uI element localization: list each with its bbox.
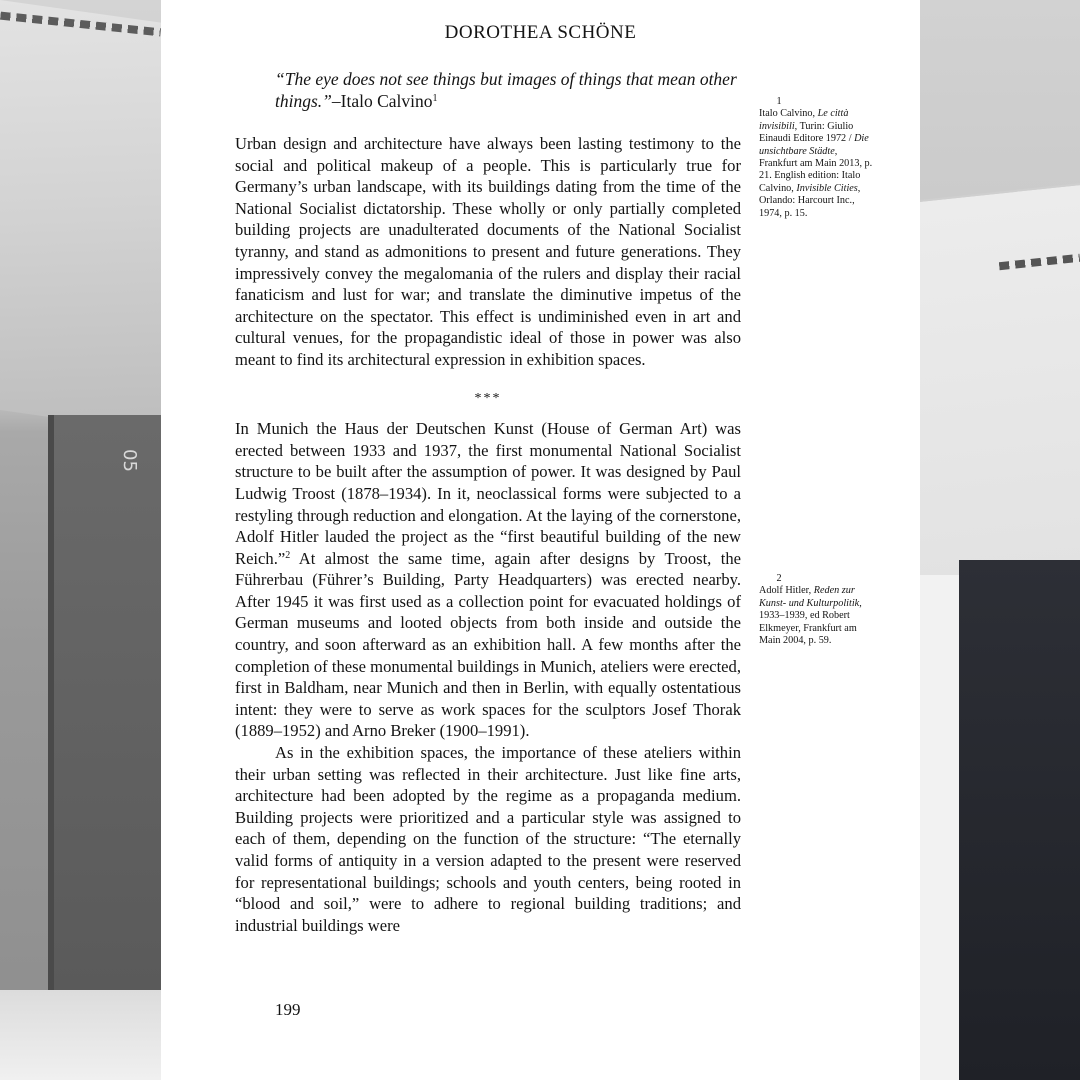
background-paper-sheet	[0, 0, 161, 433]
background-floor	[0, 990, 161, 1080]
footnote-text: Italo Calvino,	[759, 108, 818, 120]
epigraph-attribution: –Italo Calvino	[331, 91, 433, 111]
background-frame	[48, 415, 167, 995]
body-text	[235, 133, 741, 936]
footnote-text: , Frankfurt am Main 2013, p. 21. English edition: Italo Calvino,	[759, 145, 873, 194]
background-left	[0, 0, 161, 1080]
frame-number: 05	[118, 449, 140, 472]
footnote-text: , Orlando: Harcourt Inc., 1974, p. 15.	[759, 182, 861, 219]
paragraph-2	[235, 418, 741, 742]
book-page	[161, 0, 920, 1080]
epigraph	[275, 68, 745, 112]
footnote-ref-1: 1	[432, 93, 438, 104]
footnote-2	[759, 573, 877, 647]
footnote-title: Invisible Cities	[796, 182, 858, 194]
footnote-1	[759, 96, 877, 220]
footnote-number: 1	[776, 96, 782, 107]
footnote-text: Adolf Hitler,	[759, 585, 814, 597]
footnote-text: , 1933–1939, ed Robert Elkmeyer, Frankfurt am Main 2004, p. 59.	[759, 597, 862, 647]
footnote-title: Le città invisibili	[759, 108, 849, 132]
footnote-text: , Turin: Giulio Einaudi Editore 1972 /	[759, 120, 855, 145]
running-head: DOROTHEA SCHÖNE	[444, 22, 637, 43]
section-ornament: ***	[474, 390, 502, 406]
background-dark-object	[959, 560, 1080, 1080]
paragraph-2-part-a: In Munich the Haus der Deutschen Kunst (House of German Art) was erected between 1933 and 1937, the first monumental National Socialist structure to be built after the assumption of power. It was designed by Paul Ludwig Troost (1878–1934). In it, neoclassical forms were subjected to a restyling through reduction and elongation. At the laying of the cornerstone, Adolf Hitler lauded the project as the “first beautiful building of the new Reich.”	[235, 419, 741, 568]
paragraph-3: As in the exhibition spaces, the importance of these ateliers within their urban setting was reflected in their architecture. Just like fine arts, architecture had been adopted by the regime as a propaganda medium. Building projects were prioritized and a particular style was assigned to each of them, depending on the function of the structure: “The eternally valid forms of antiquity in a version adapted to the present were reserved for representational buildings; schools and youth centers, being rooted in “blood and soil,” were to adhere to regional building traditions; and industrial buildings were	[235, 743, 741, 935]
background-right	[919, 0, 1080, 1080]
footnote-number: 2	[776, 573, 782, 584]
epigraph-quote: “The eye does not see things but images of things that mean other things.”	[275, 69, 737, 111]
paragraph-2-part-b: At almost the same time, again after designs by Troost, the Führerbau (Führer’s Building, Party Headquarters) was erected nearby. After 1945 it was first used as a collection point for evacuated holdings of German museums and looted objects from both inside and outside the country, and soon afterward as an exhibition hall. A few months after the completion of these monumental buildings in Munich, ateliers were erected, first in Baldham, near Munich and then in Berlin, with equally ostentatious intent: they were to serve as work spaces for the sculptors Josef Thorak (1889–1952) and Arno Breker (1900–1991).	[235, 548, 741, 741]
footnote-title: Reden zur Kunst- und Kulturpolitik	[759, 585, 860, 609]
footnote-ref-2: 2	[285, 549, 291, 561]
footnote-title: Die unsichtbare Städte	[759, 133, 869, 157]
paragraph-1: Urban design and architecture have always been lasting testimony to the social and political makeup of a people. This is particularly true for Germany’s urban landscape, with its buildings dating from the time of the National Socialist dictatorship. These wholly or only partially completed building projects are unadulterated documents of the National Socialist tyranny, and stand as admonitions to present and future generations. They impressively convey the megalomania of the rulers and display their racial fanaticism and lust for war; and translate the diminutive impetus of the architecture on the spectator. This effect is undiminished even in art and cultural venues, for the propagandistic ideal of those in power was also meant to find its architectural expression in exhibition spaces.	[235, 134, 741, 369]
background-paper-sheet-right	[919, 183, 1080, 592]
page-number: 199	[275, 1000, 301, 1019]
